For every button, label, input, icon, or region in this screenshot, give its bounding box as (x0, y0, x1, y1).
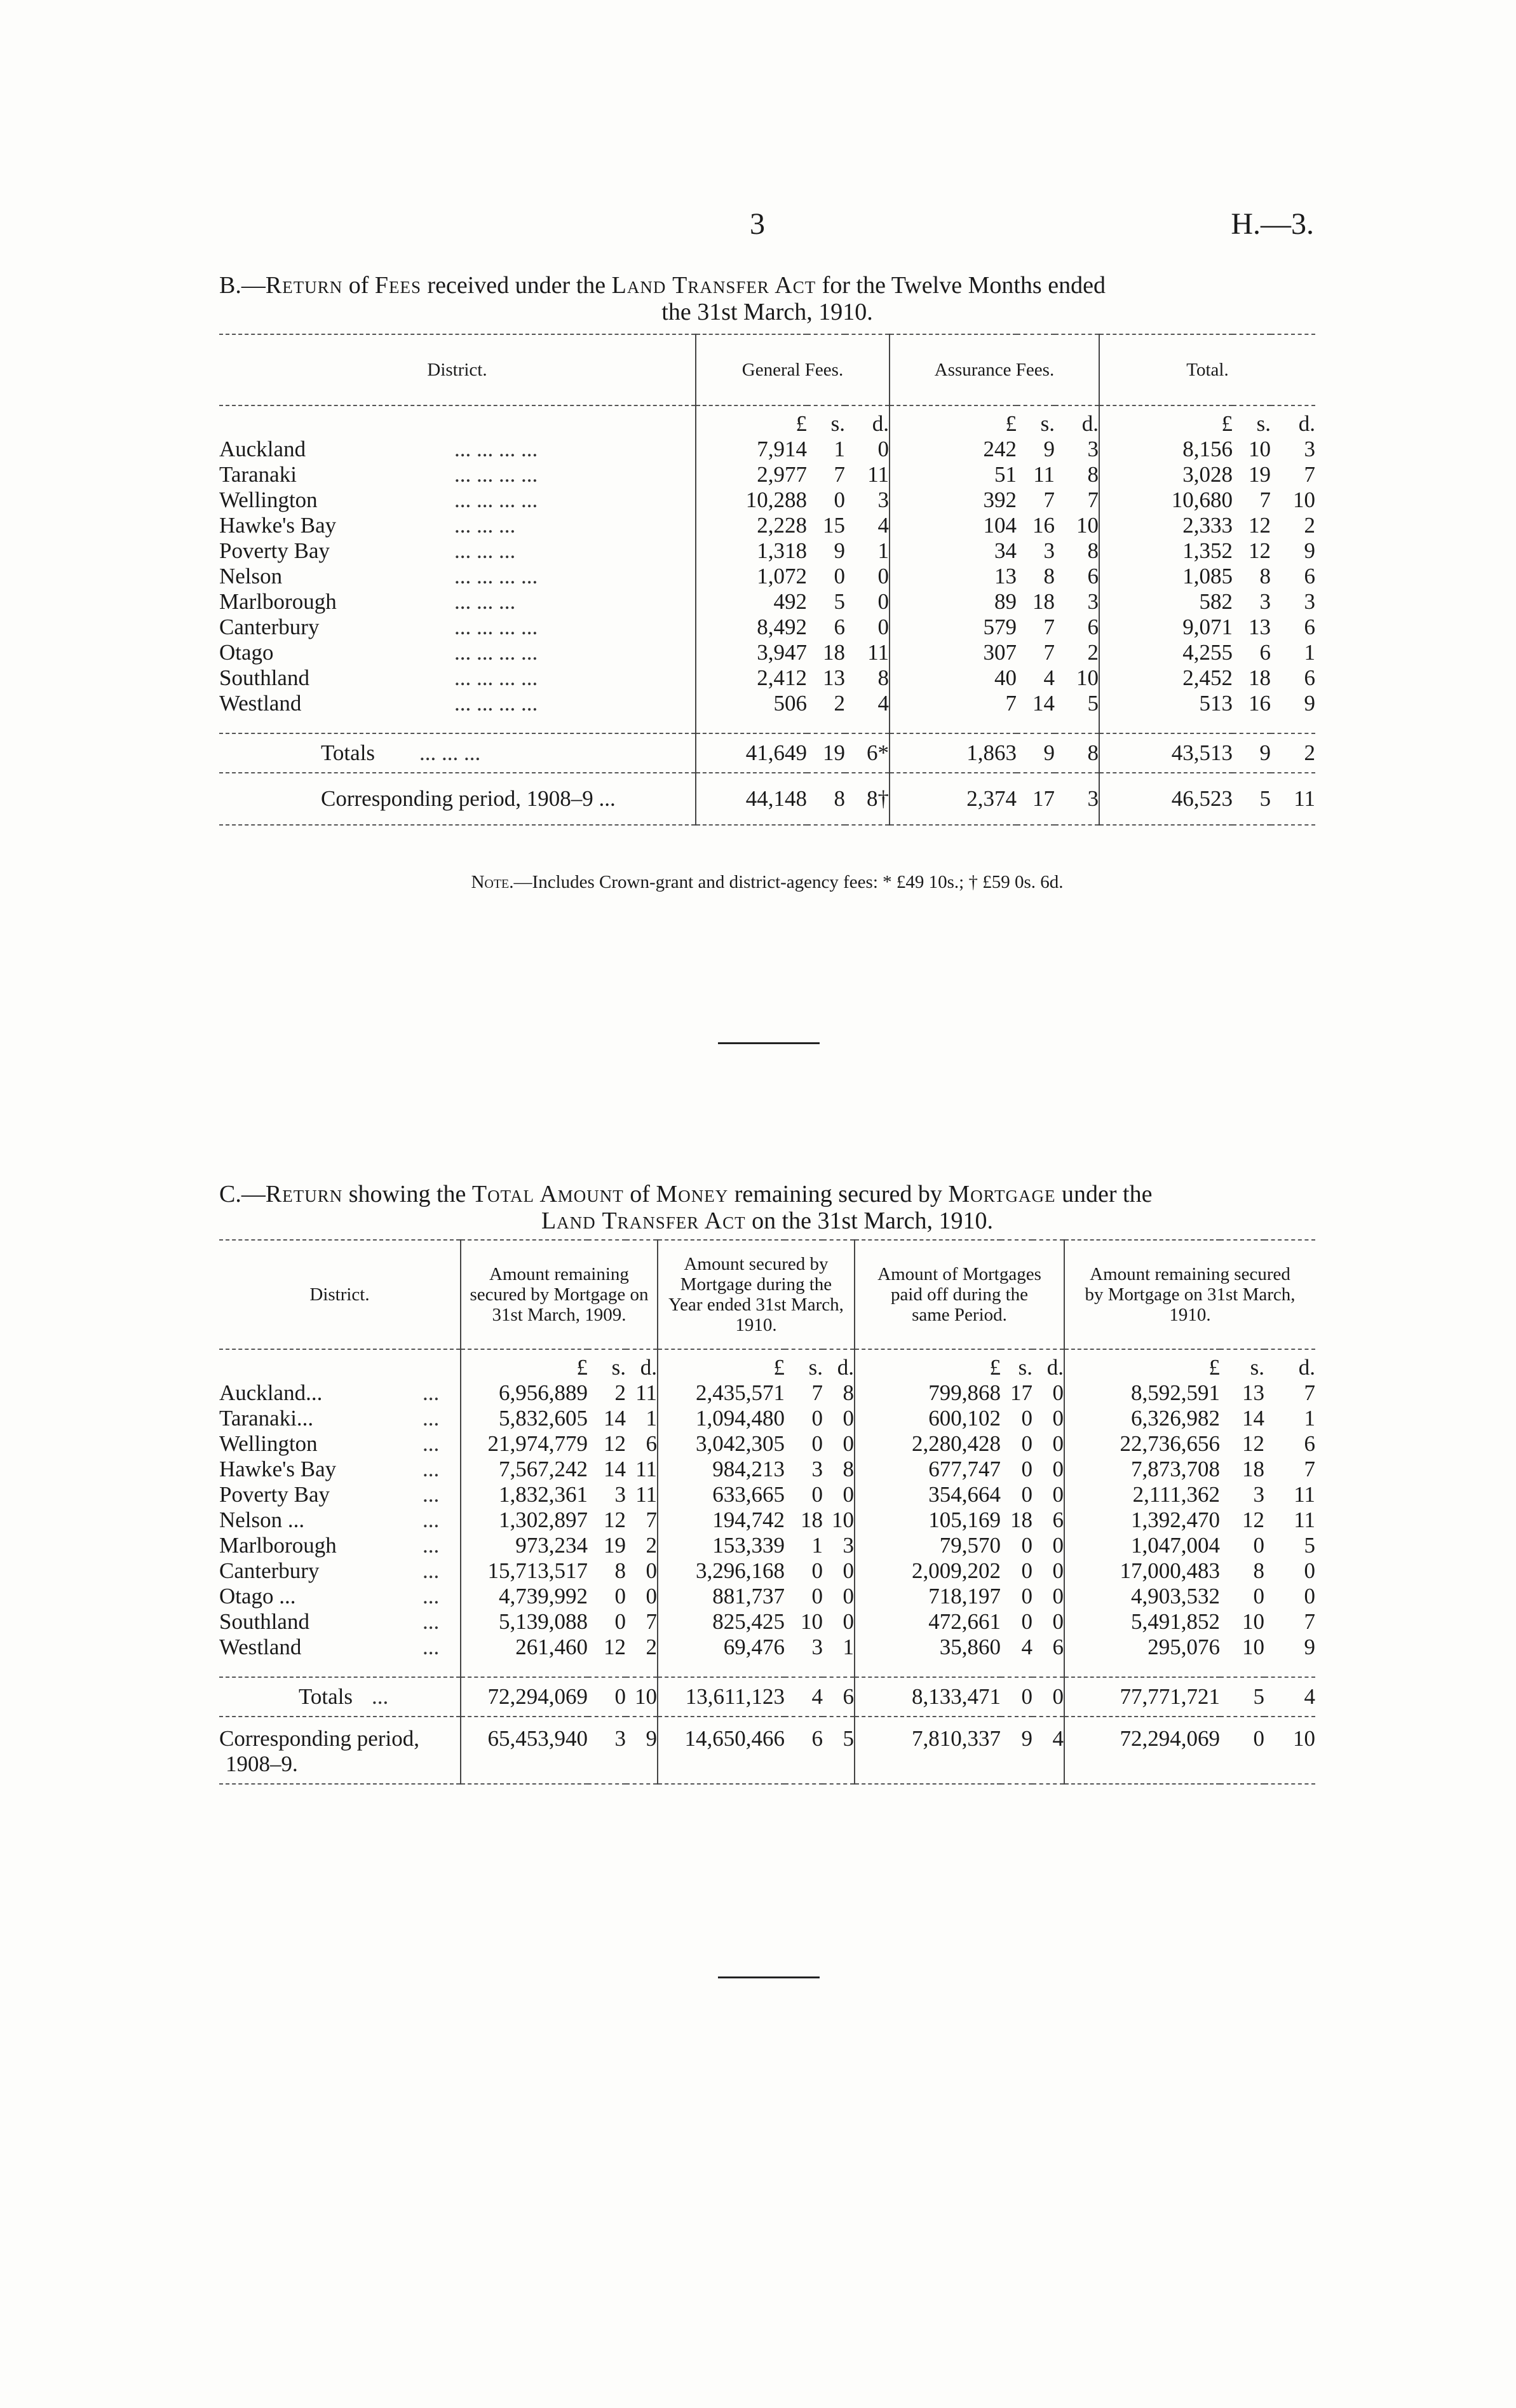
district-name: Southland (219, 1609, 309, 1634)
section-divider (718, 1042, 820, 1044)
unit-pence: d. (640, 1355, 657, 1380)
district-name: Nelson (219, 564, 283, 588)
district-name: Hawke's Bay (219, 1457, 337, 1481)
unit-shillings: s. (1018, 1355, 1032, 1380)
page-number: 3 (750, 207, 765, 241)
district-name: Otago ... (219, 1584, 296, 1609)
table-row: Taranaki ... ... ... ... 2,977 7 11 51 11 8 3,028 19 7 (219, 462, 1315, 487)
district-name: Poverty Bay (219, 538, 330, 563)
unit-pence: d. (872, 411, 889, 436)
unit-pounds: £ (1064, 1349, 1220, 1380)
table-row: Canterbury ... 15,713,517 8 0 3,296,168 0 0 2,009,202 0 0 17,000,483 8 0 (219, 1558, 1315, 1583)
district-name: Hawke's Bay (219, 513, 337, 538)
column-header-general-fees: General Fees. (696, 334, 890, 405)
table-b (219, 334, 1315, 828)
unit-pounds: £ (461, 1349, 588, 1380)
table-row: Southland ... 5,139,088 0 7 825,425 10 0 472,661 0 0 5,491,852 10 7 (219, 1609, 1315, 1634)
table-row: Marlborough ... 973,234 19 2 153,339 1 3 79,570 0 0 1,047,004 0 5 (219, 1533, 1315, 1558)
district-name: Wellington (219, 487, 318, 512)
district-name: Wellington (219, 1431, 318, 1456)
table-c-totals-row: Totals ... 72,294,069 0 10 13,611,123 4 6 8,133,471 0 0 77,771,721 5 4 (219, 1677, 1315, 1717)
table-row: Marlborough ... ... ... 492 5 0 89 18 3 582 3 3 (219, 589, 1315, 614)
table-c-corresponding-row: Corresponding period, 1908–9. 65,453,940 3 9 14,650,466 6 5 7,810,337 9 4 72,294,069 0 10 (219, 1717, 1315, 1784)
column-header-remaining-1909: Amount remaining secured by Mortgage on 31st March, 1909. (461, 1240, 658, 1349)
district-name: Poverty Bay (219, 1482, 330, 1507)
table-row: Taranaki... ... 5,832,605 14 1 1,094,480 0 0 600,102 0 0 6,326,982 14 1 (219, 1406, 1315, 1431)
unit-pence: d. (1081, 411, 1099, 436)
column-header-district: District. (309, 1284, 370, 1305)
district-name: Taranaki (219, 462, 297, 487)
unit-pounds: £ (855, 1349, 1001, 1380)
column-header-district: District. (427, 360, 487, 380)
district-name: Canterbury (219, 615, 320, 639)
table-row: Canterbury ... ... ... ... 8,492 6 0 579 7 6 9,071 13 6 (219, 615, 1315, 639)
table-row: Otago ... ... 4,739,992 0 0 881,737 0 0 718,197 0 0 4,903,532 0 0 (219, 1584, 1315, 1609)
district-name: Canterbury (219, 1558, 320, 1583)
column-header-paid-off: Amount of Mortgages paid off during the same Period. (855, 1240, 1064, 1349)
district-name: Marlborough (219, 589, 337, 614)
table-row: Hawke's Bay ... 7,567,242 14 11 984,213 3 8 677,747 0 0 7,873,708 18 7 (219, 1457, 1315, 1481)
district-name: Auckland (219, 437, 306, 461)
table-row: Nelson ... ... ... ... 1,072 0 0 13 8 6 1,085 8 6 (219, 564, 1315, 588)
section-divider (718, 1976, 820, 1978)
table-b-title: B.—Return of Fees received under the Land Transfer Act for the Twelve Months ended the 31st March, 1910. (219, 272, 1106, 325)
district-name: Southland (219, 665, 309, 690)
table-row: Poverty Bay ... ... ... 1,318 9 1 34 3 8 1,352 12 9 (219, 538, 1315, 563)
table-c-title: C.—Return showing the Total Amount of Money remaining secured by Mortgage under the Land Transfer Act on the 31st March, 1910. (219, 1181, 1153, 1234)
unit-shillings: s. (808, 1355, 823, 1380)
unit-shillings: s. (1040, 411, 1055, 436)
table-row: Auckland ... ... ... ... 7,914 1 0 242 9 3 8,156 10 3 (219, 437, 1315, 461)
unit-pounds: £ (890, 405, 1017, 437)
table-b-totals-row: Totals ... ... ... 41,649 19 6* 1,863 9 8 43,513 9 2 (219, 733, 1315, 773)
table-row: Otago ... ... ... ... 3,947 18 11 307 7 2 4,255 6 1 (219, 640, 1315, 665)
column-header-assurance-fees: Assurance Fees. (890, 334, 1099, 405)
document-reference: H.—3. (1231, 207, 1314, 241)
table-b-note: Note.—Includes Crown-grant and district-agency fees: * £49 10s.; † £59 0s. 6d. (471, 872, 1064, 892)
table-row: Nelson ... ... 1,302,897 12 7 194,742 18 10 105,169 18 6 1,392,470 12 11 (219, 1507, 1315, 1532)
district-name: Marlborough (219, 1533, 337, 1558)
table-row: Auckland... ... 6,956,889 2 11 2,435,571 7 8 799,868 17 0 8,592,591 13 7 (219, 1380, 1315, 1405)
table-c (219, 1239, 1315, 1787)
unit-pounds: £ (696, 405, 807, 437)
district-name: Nelson ... (219, 1507, 305, 1532)
unit-pence: d. (1298, 1355, 1315, 1380)
unit-pence: d. (1298, 411, 1315, 436)
unit-pence: d. (837, 1355, 854, 1380)
unit-pence: d. (1046, 1355, 1064, 1380)
district-name: Taranaki... (219, 1406, 314, 1431)
column-header-remaining-1910: Amount remaining secured by Mortgage on 31st March, 1910. (1064, 1240, 1315, 1349)
table-row: Wellington ... ... ... ... 10,288 0 3 392 7 7 10,680 7 10 (219, 487, 1315, 512)
unit-shillings: s. (1256, 411, 1271, 436)
table-row: Southland ... ... ... ... 2,412 13 8 40 4 10 2,452 18 6 (219, 665, 1315, 690)
unit-shillings: s. (830, 411, 845, 436)
table-row: Hawke's Bay ... ... ... 2,228 15 4 104 16 10 2,333 12 2 (219, 513, 1315, 538)
unit-shillings: s. (1250, 1355, 1264, 1380)
unit-pounds: £ (658, 1349, 785, 1380)
district-name: Otago (219, 640, 274, 665)
district-name: Westland (219, 1635, 302, 1659)
table-row: Westland ... 261,460 12 2 69,476 3 1 35,860 4 6 295,076 10 9 (219, 1635, 1315, 1659)
table-row: Wellington ... 21,974,779 12 6 3,042,305 0 0 2,280,428 0 0 22,736,656 12 6 (219, 1431, 1315, 1456)
table-b-corresponding-row: Corresponding period, 1908–9 ... 44,148 8 8† 2,374 17 3 46,523 5 11 (219, 773, 1315, 825)
column-header-total: Total. (1099, 334, 1315, 405)
column-header-secured-during-year: Amount secured by Mortgage during the Year ended 31st March, 1910. (658, 1240, 855, 1349)
table-row: Westland ... ... ... ... 506 2 4 7 14 5 513 16 9 (219, 691, 1315, 716)
district-name: Auckland... (219, 1380, 323, 1405)
table-row: Poverty Bay ... 1,832,361 3 11 633,665 0 0 354,664 0 0 2,111,362 3 11 (219, 1482, 1315, 1507)
unit-shillings: s. (611, 1355, 626, 1380)
district-name: Westland (219, 691, 302, 716)
unit-pounds: £ (1099, 405, 1233, 437)
